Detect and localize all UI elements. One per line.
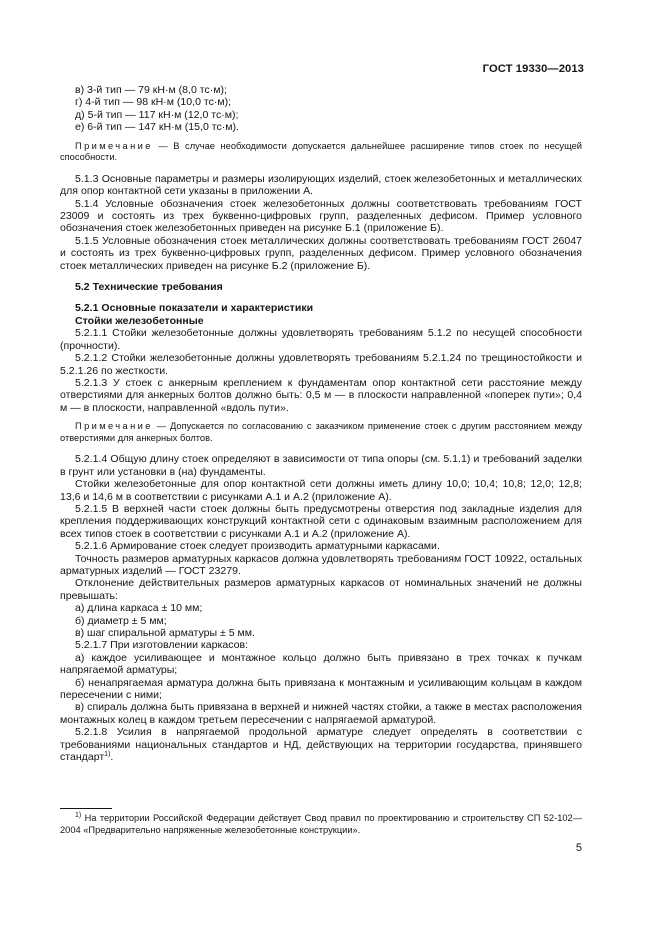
subsection-heading-5-2-1: 5.2.1 Основные показатели и характеристики — [75, 302, 314, 315]
note-label: Примечание — [75, 140, 153, 151]
list-item-type-4: г) 4-й тип — 98 кН·м (10,0 тс·м); — [75, 96, 232, 109]
note-label: Примечание — [75, 421, 153, 432]
paragraph-5-2-1-5: 5.2.1.5 В верхней части стоек должны быть предусмотрены отверстия под закладные изделия для крепления поддерживающих конструкций контактной сети с одинаковым взаимным расположением для всех типов стоек в соответствии с рисунками А.1 и А.2 (приложение А). — [60, 502, 582, 540]
section-heading-5-2: 5.2 Технические требования — [75, 281, 223, 294]
paragraph-5-1-5: 5.1.5 Условные обозначения стоек металлических должны соответствовать требованиям ГОСТ 26047 и состоять из трех буквенно-цифровых групп, разделенных дефисом. Пример условного обозначения стоек металлических приведен на рисунке Б.2 (приложение Б). — [60, 234, 582, 272]
list-item-type-5: д) 5-й тип — 117 кН·м (12,0 тс·м); — [75, 108, 239, 121]
paragraph-5-2-1-6: 5.2.1.6 Армирование стоек следует производить арматурными каркасами. — [75, 540, 440, 553]
paragraph-accuracy: Точность размеров арматурных каркасов должна удовлетворять требованиям ГОСТ 10922, остальных арматурных изделий — ГОСТ 23279. — [60, 552, 582, 577]
list-item-frame-b: б) ненапрягаемая арматура должна быть привязана к монтажным и усиливающим кольцам в каждом пересечении с ними; — [60, 676, 582, 702]
paragraph-deviation: Отклонение действительных размеров арматурных каркасов от номинальных значений не должны превышать: — [60, 577, 582, 602]
footnote-separator — [60, 808, 112, 809]
list-item-type-3: в) 3-й тип — 79 кН·м (8,0 тс·м); — [75, 84, 227, 96]
page-body — [60, 84, 582, 763]
list-item-frame-a: а) каждое усиливающее и монтажное кольцо должно быть привязано в трех точках к пучкам напрягаемой арматуры; — [60, 651, 582, 677]
paragraph-5-2-1-8 — [60, 726, 582, 763]
subheading-stoiki: Стойки железобетонные — [75, 314, 204, 327]
footnote-body — [60, 813, 582, 836]
page-number: 5 — [575, 842, 582, 854]
paragraph-5-1-4: 5.1.4 Условные обозначения стоек железобетонных должны соответствовать требованиям ГОСТ 23009 и состоять из трех буквенно-цифровых групп, разделенных дефисом. Пример условного обозначения стоек железобетонных приведен на рисунке Б.1 (приложение Б). — [60, 197, 582, 235]
footnote-ref[interactable]: 1) — [104, 751, 111, 759]
list-item-type-6: е) 6-й тип — 147 кН·м (15,0 тс·м). — [75, 121, 239, 134]
paragraph-end: . — [110, 751, 114, 764]
footnote-text: На территории Российской Федерации действует Свод правил по проектированию и строительству СП 52-102—2004 «Предварительно напряженные железобетонные конструкции». — [60, 813, 582, 835]
paragraph-5-2-1-3: 5.2.1.3 У стоек с анкерным креплением к фундаментам опор контактной сети расстояние между отверстиями для анкерных болтов должно быть: 0,5 м — в плоскости направленной «поперек пути»; 0,4 м — в плоскости, направленной «вдоль пути». — [60, 376, 582, 414]
paragraph-text: 5.2.1.8 Усилия в напрягаемой продольной арматуре следует определять в соответствии с требованиями национальных стандартов и НД, действующих на территории государства, принявшего стандарт — [60, 726, 582, 764]
paragraph-5-1-3: 5.1.3 Основные параметры и размеры изолирующих изделий, стоек железобетонных и металлических для опор контактной сети указаны в приложении А. — [60, 172, 582, 198]
document-code: ГОСТ 19330—2013 — [482, 63, 584, 75]
note-types — [60, 141, 582, 164]
note-bolts — [60, 421, 582, 444]
paragraph-5-2-1-2: 5.2.1.2 Стойки железобетонные должны удовлетворять требованиям 5.2.1.24 по трещиностойкости и 5.2.1.26 по жесткости. — [60, 352, 582, 377]
footnote-mark: 1) — [75, 812, 82, 819]
paragraph-5-2-1-4: 5.2.1.4 Общую длину стоек определяют в зависимости от типа опоры (см. 5.1.1) и требований заделки в грунт или установки в (на) фундаменты. — [60, 453, 582, 478]
note-text: — Допускается по согласованию с заказчиком применение стоек с другим расстоянием между отверстиями для анкерных болтов. — [60, 421, 582, 443]
paragraph-lengths: Стойки железобетонные для опор контактной сети должны иметь длину 10,0; 10,4; 10,8; 12,0; 12,8; 13,6 и 14,6 м в соответствии с рисунками А.1 и А.2 (приложение А). — [60, 478, 582, 503]
list-item-dim-a: а) длина каркаса ± 10 мм; — [75, 602, 203, 615]
footnote — [60, 813, 582, 836]
list-item-dim-v: в) шаг спиральной арматуры ± 5 мм. — [75, 627, 255, 639]
paragraph-5-2-1-7: 5.2.1.7 При изготовлении каркасов: — [75, 639, 249, 652]
note-text: — В случае необходимости допускается дальнейшее расширение типов стоек по несущей способности. — [60, 140, 582, 163]
list-item-frame-v: в) спираль должна быть привязана в верхней и нижней частях стойки, а также в местах расположения монтажных колец в каждом третьем пересечении с напрягаемой арматурой. — [60, 701, 582, 726]
paragraph-5-2-1-1: 5.2.1.1 Стойки железобетонные должны удовлетворять требованиям 5.1.2 по несущей способности (прочности). — [60, 327, 582, 352]
list-item-dim-b: б) диаметр ± 5 мм; — [75, 614, 167, 627]
